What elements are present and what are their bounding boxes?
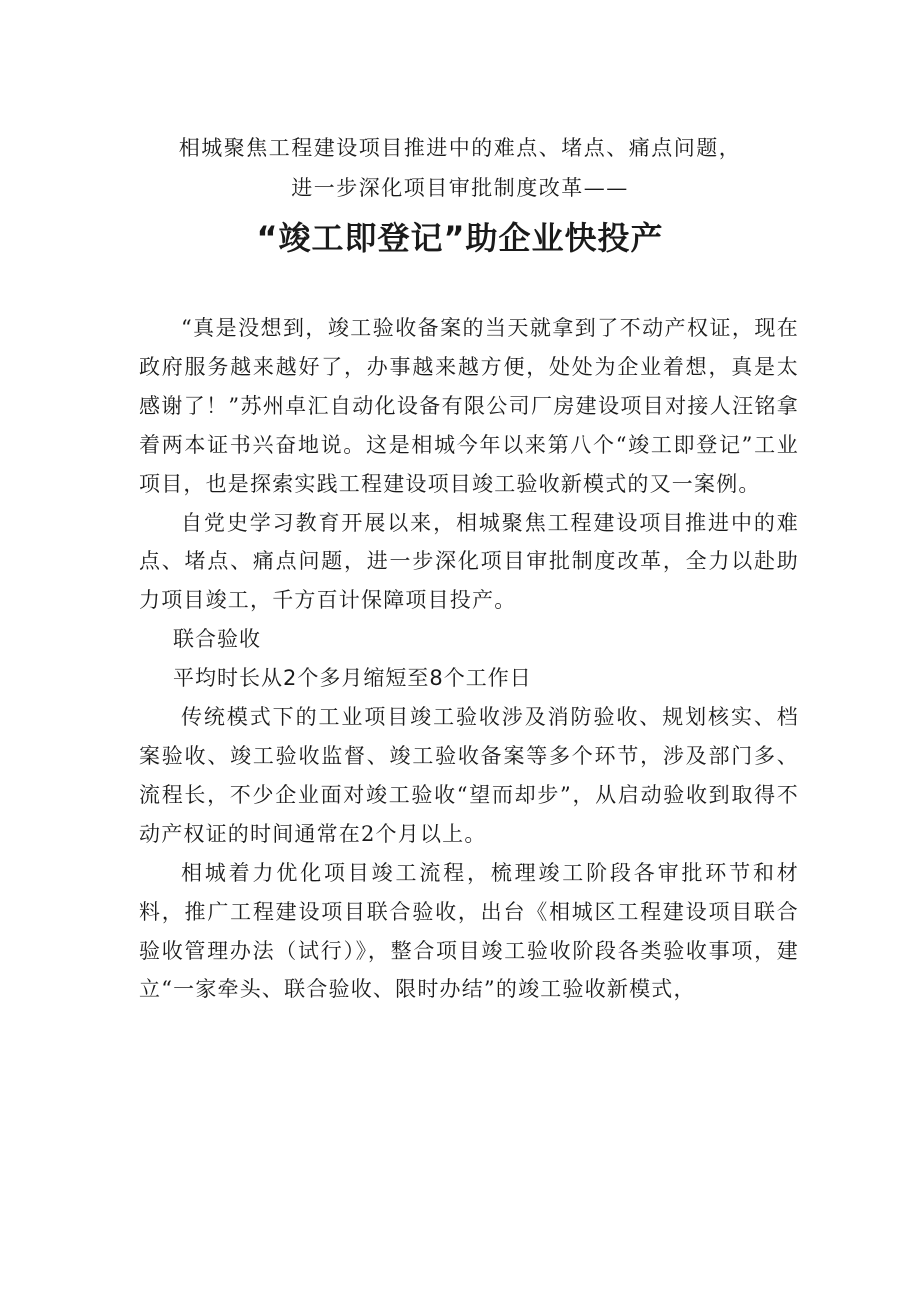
subtitle-line-1: 相城聚焦工程建设项目推进中的难点、堵点、痛点问题，	[178, 136, 742, 160]
section-subheading: 平均时长从2个多月缩短至8个工作日	[173, 666, 532, 691]
article-title: “竣工即登记”助企业快投产	[256, 219, 664, 257]
article-body	[139, 309, 799, 1009]
paragraph-2: 自党史学习教育开展以来，相城聚焦工程建设项目推进中的难点、堵点、痛点问题，进一步深化项目审批制度改革，全力以赴助力项目竣工，千方百计保障项目投产。	[139, 510, 799, 613]
paragraph-3: 传统模式下的工业项目竣工验收涉及消防验收、规划核实、档案验收、竣工验收监督、竣工验收备案等多个环节，涉及部门多、流程长，不少企业面对竣工验收“望而却步”，从启动验收到取得不动产权证的时间通常在2个月以上。	[139, 705, 799, 846]
section-heading: 联合验收	[173, 627, 261, 652]
paragraph-1: “真是没想到，竣工验收备案的当天就拿到了不动产权证，现在政府服务越来越好了，办事越来越方便，处处为企业着想，真是太感谢了！”苏州卓汇自动化设备有限公司厂房建设项目对接人汪铭拿着两本证书兴奋地说。这是相城今年以来第八个“竣工即登记”工业项目，也是探索实践工程建设项目竣工验收新模式的又一案例。	[139, 316, 799, 496]
subtitle-line-2: 进一步深化项目审批制度改革——	[291, 176, 629, 200]
paragraph-4: 相城着力优化项目竣工流程，梳理竣工阶段各审批环节和材料，推广工程建设项目联合验收，出台《相城区工程建设项目联合验收管理办法（试行）》，整合项目竣工验收阶段各类验收事项，建立“一家牵头、联合验收、限时办结”的竣工验收新模式，	[139, 860, 799, 1002]
